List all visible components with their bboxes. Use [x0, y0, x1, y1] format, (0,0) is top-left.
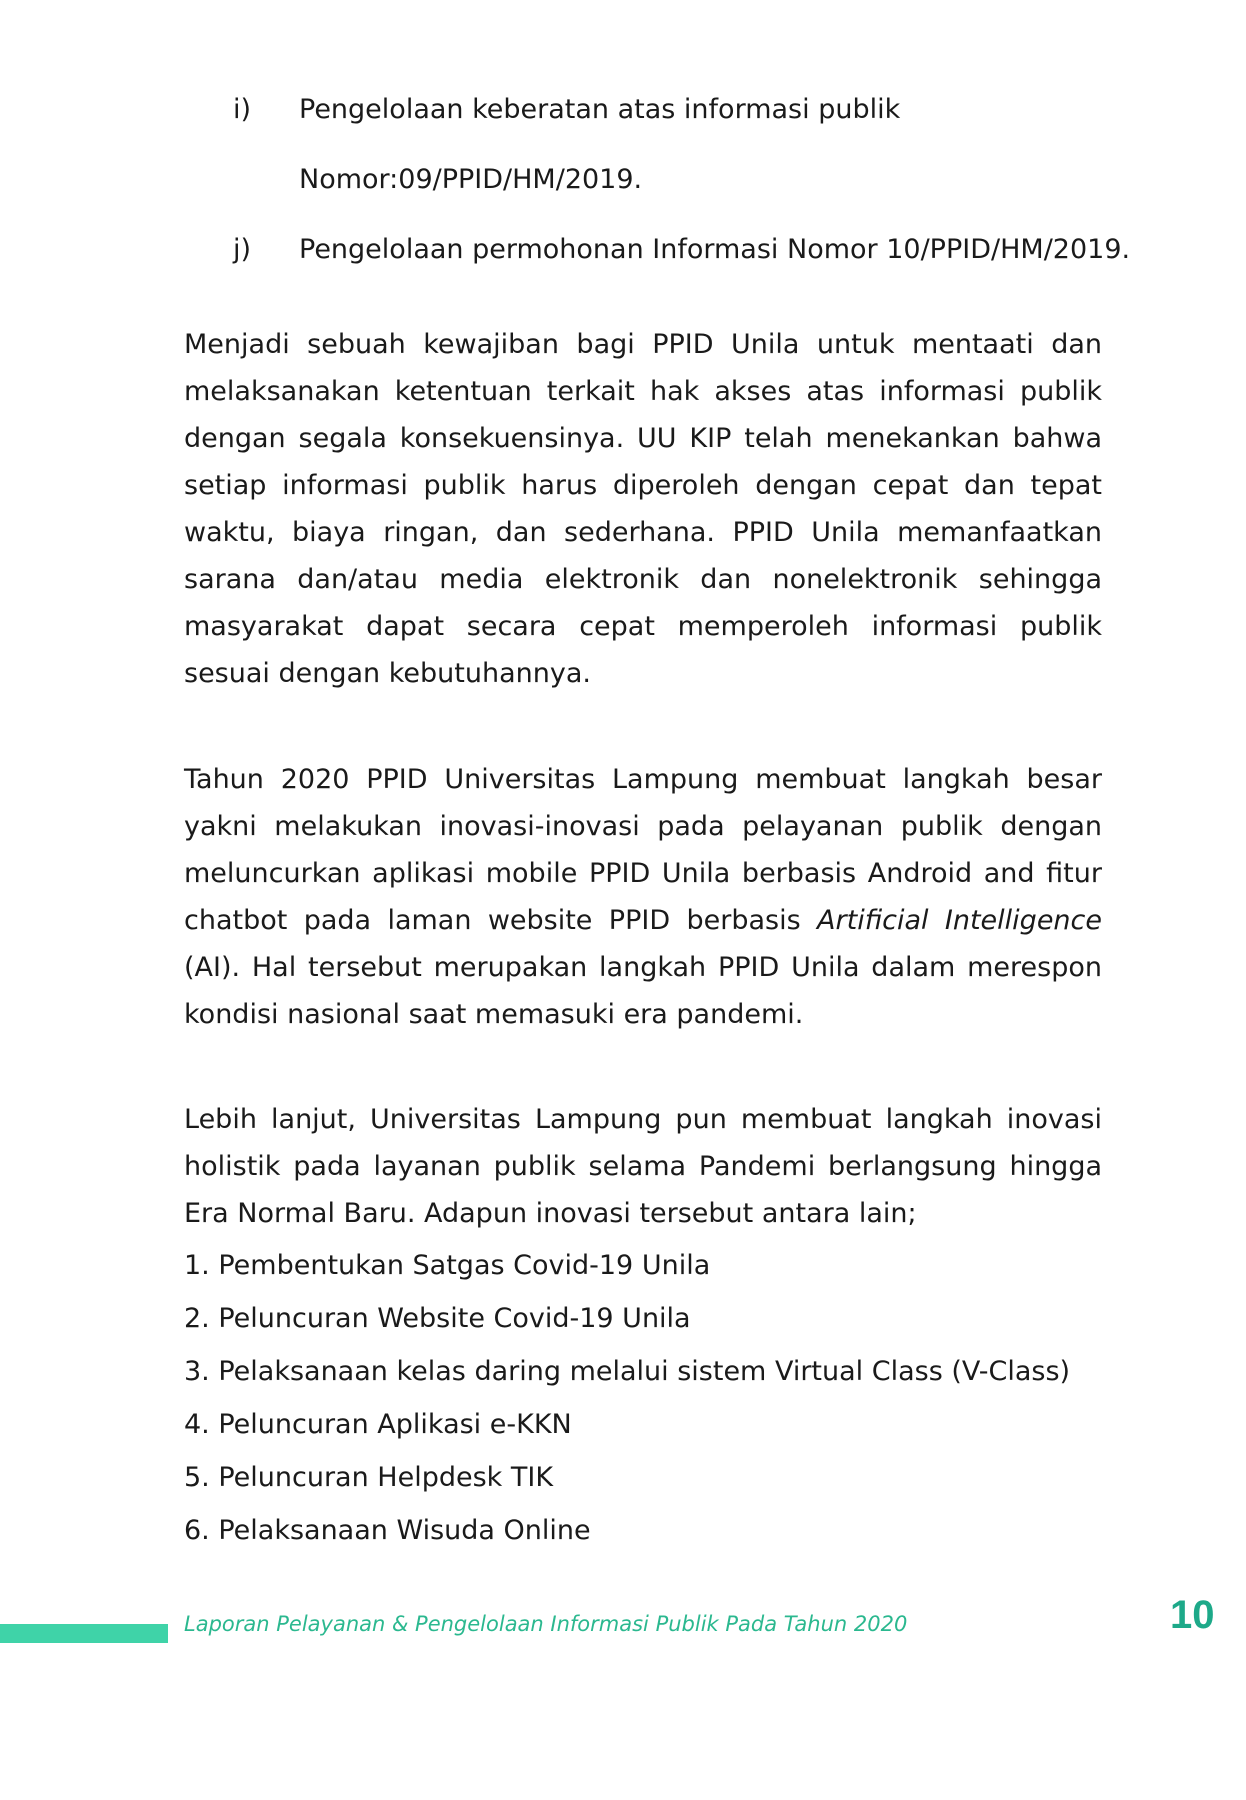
paragraph-innovation-text-1: Tahun 2020 PPID Universitas Lampung membuat langkah besar yakni melakukan inovasi-inovasi pada pelayanan publik dengan meluncurkan aplikasi mobile PPID Unila berbasis Android and fitur chatbot pada laman website PPID berbasis [184, 764, 1102, 936]
paragraph-innovation-italic: Artificial Intelligence [817, 905, 1102, 936]
page-number: 10 [1170, 1593, 1215, 1637]
innovation-item-1: 1. Pembentukan Satgas Covid-19 Unila [184, 1250, 711, 1281]
paragraph-innovation-text-2: (AI). Hal tersebut merupakan langkah PPID Unila dalam merespon kondisi nasional saat memasuki era pandemi. [184, 952, 1102, 1030]
list-marker-j: j) [233, 234, 252, 265]
footer-accent-bar [0, 1624, 168, 1643]
paragraph-innovation-2020 [184, 756, 1102, 1038]
list-marker-i: i) [233, 94, 252, 125]
list-item-j-text: Pengelolaan permohonan Informasi Nomor 10/PPID/HM/2019. [299, 234, 1131, 265]
innovation-item-3: 3. Pelaksanaan kelas daring melalui sistem Virtual Class (V-Class) [184, 1356, 1071, 1387]
paragraph-holistic-innovation: Lebih lanjut, Universitas Lampung pun membuat langkah inovasi holistik pada layanan publik selama Pandemi berlangsung hingga Era Normal Baru. Adapun inovasi tersebut antara lain; [184, 1104, 1102, 1229]
innovation-item-6: 6. Pelaksanaan Wisuda Online [184, 1515, 591, 1546]
paragraph-obligation: Menjadi sebuah kewajiban bagi PPID Unila untuk mentaati dan melaksanakan ketentuan terkait hak akses atas informasi publik dengan segala konsekuensinya. UU KIP telah menekankan bahwa setiap informasi publik harus diperoleh dengan cepat dan tepat waktu, biaya ringan, dan sederhana. PPID Unila memanfaatkan sarana dan/atau media elektronik dan nonelektronik sehingga masyarakat dapat secara cepat memperoleh informasi publik sesuai dengan kebutuhannya. [184, 329, 1102, 689]
innovation-item-5: 5. Peluncuran Helpdesk TIK [184, 1462, 554, 1493]
footer-report-title: Laporan Pelayanan & Pengelolaan Informasi Publik Pada Tahun 2020 [184, 1612, 908, 1636]
list-item-i-continuation: Nomor:09/PPID/HM/2019. [299, 164, 643, 195]
innovation-item-4: 4. Peluncuran Aplikasi e-KKN [184, 1409, 572, 1440]
innovation-item-2: 2. Peluncuran Website Covid-19 Unila [184, 1303, 691, 1334]
innovation-list [184, 1248, 1124, 1566]
list-item-i-text: Pengelolaan keberatan atas informasi publik [299, 94, 901, 125]
